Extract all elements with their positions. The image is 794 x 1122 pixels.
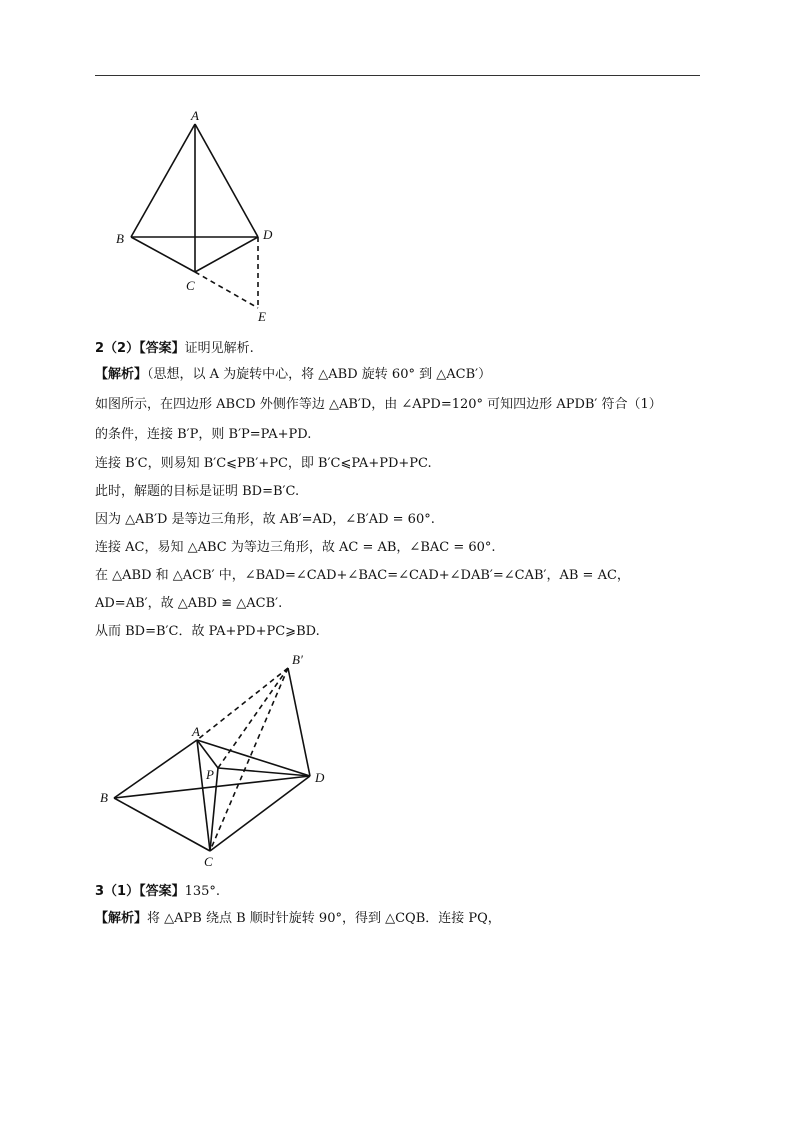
section3-analysis-line — [95, 910, 501, 928]
label-b-prime: B′ — [292, 652, 303, 667]
analysis-text: （思想，以 A 为旋转中心，将 △ABD 旋转 60° 到 △ACB′） — [147, 367, 492, 382]
section2-heading — [95, 340, 254, 358]
label-a: A — [192, 724, 200, 739]
section2-answer-tag: 【答案】 — [139, 341, 185, 356]
analysis-line — [95, 366, 491, 384]
proof-line: 从而 BD=B′C．故 PA+PD+PC⩾BD. — [95, 624, 320, 639]
proof-line: 因为 △AB′D 是等边三角形，故 AB′=AD，∠B′AD = 60°. — [95, 512, 435, 527]
proof-line: 的条件，连接 B′P，则 B′P=PA+PD. — [95, 427, 312, 442]
label-a: A — [191, 108, 199, 123]
section3-heading — [95, 883, 220, 901]
section3-answer-tag: 【答案】 — [139, 884, 185, 899]
label-b: B — [116, 231, 124, 246]
figure-rotation-construction — [0, 640, 794, 880]
section3-number: 3（1） — [95, 884, 140, 899]
label-d: D — [263, 227, 273, 242]
label-c: C — [204, 854, 213, 869]
label-p: P — [206, 767, 214, 782]
proof-line: 在 △ABD 和 △ACB′ 中，∠BAD=∠CAD+∠BAC=∠CAD+∠DAB′=∠CAB′，AB = AC， — [95, 568, 630, 583]
figure-quadrilateral-abcd — [0, 0, 794, 340]
label-e: E — [258, 309, 266, 324]
label-b: B — [100, 790, 108, 805]
label-c: C — [186, 278, 195, 293]
section2-number: 2（2） — [95, 341, 140, 356]
proof-line: 此时，解题的目标是证明 BD=B′C. — [95, 484, 300, 499]
label-d: D — [315, 770, 325, 785]
proof-line: 如图所示，在四边形 ABCD 外侧作等边 △AB′D，由 ∠APD=120° 可知四边形 APDB′ 符合（1） — [95, 397, 662, 412]
section3-analysis-text: 将 △APB 绕点 B 顺时针旋转 90°，得到 △CQB．连接 PQ， — [147, 911, 501, 926]
proof-line: 连接 B′C，则易知 B′C⩽PB′+PC，即 B′C⩽PA+PD+PC. — [95, 456, 432, 471]
section3-answer-text: 135°. — [184, 884, 221, 899]
proof-line: 连接 AC，易知 △ABC 为等边三角形，故 AC = AB，∠BAC = 60°. — [95, 540, 496, 555]
analysis-tag: 【解析】 — [95, 367, 148, 382]
section3-analysis-tag: 【解析】 — [95, 911, 148, 926]
section2-answer-text: 证明见解析. — [184, 341, 254, 356]
proof-line: AD=AB′，故 △ABD ≌ △ACB′. — [95, 596, 283, 611]
